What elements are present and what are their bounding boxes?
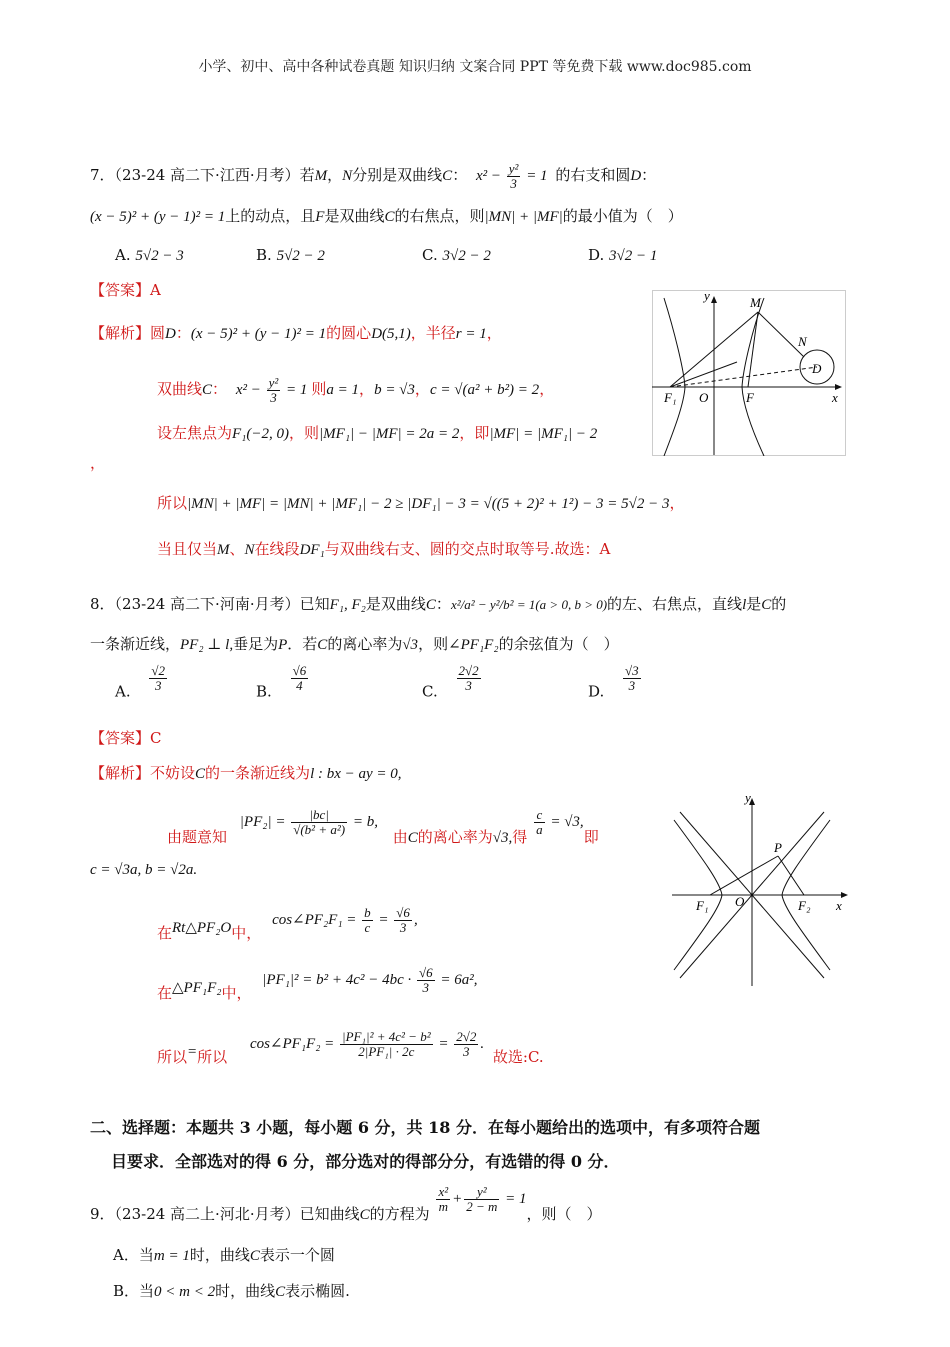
- q7-analysis-line2: [157, 376, 554, 405]
- option-frac: [623, 664, 641, 693]
- q7-text: 上的动点，且: [225, 207, 316, 225]
- pf2-eq: [239, 807, 378, 837]
- q7-text: 的右焦点，则: [394, 207, 485, 225]
- var-m: M: [217, 542, 230, 558]
- option-label: A.: [115, 246, 131, 264]
- var-c: C: [195, 766, 206, 782]
- ecc: √3,: [492, 829, 513, 846]
- analysis-text: ：: [212, 380, 228, 398]
- q9-var-c: C: [359, 1206, 370, 1223]
- frac-den: c: [364, 920, 371, 935]
- q8-text: 垂足为: [233, 635, 279, 653]
- q8-text: 的离心率为: [327, 635, 403, 653]
- analysis-text: ，: [414, 380, 430, 398]
- analysis-text: ，: [539, 380, 555, 398]
- q8-source: （23-24 高二下·河南·月考）: [114, 595, 300, 613]
- analysis-text: 的离心率为: [417, 827, 493, 846]
- q8-perp: PF₂ ⊥ l,: [180, 637, 234, 653]
- q8-var-l: l: [742, 597, 747, 613]
- asymptote-eq: l : bx − ay = 0,: [310, 766, 402, 782]
- q8-option-b[interactable]: [256, 664, 310, 701]
- q8-text: ：: [435, 595, 451, 613]
- option-text: 当: [138, 1246, 154, 1264]
- frac-num: 2√2: [456, 1029, 477, 1044]
- eq-right: = 6a²,: [440, 971, 478, 988]
- label-x: x: [832, 390, 838, 405]
- q8-analysis-line5: [157, 966, 478, 1003]
- label-y: y: [704, 290, 710, 303]
- q9-option-b[interactable]: [113, 1280, 350, 1301]
- eq-left: cos∠PF₁F₂ =: [249, 1035, 335, 1052]
- frac-num: |PF₁|² + 4c² − b²: [342, 1029, 431, 1044]
- q7-frac: [507, 162, 521, 191]
- analysis-text: 不妨设: [150, 764, 196, 782]
- option-label: A.: [115, 682, 131, 701]
- q7-stem-line2: [90, 205, 683, 226]
- section2-heading-line2: 目要求．全部选对的得 6 分，部分选对的得部分分，有选错的得 0 分．: [111, 1152, 620, 1171]
- q7-var-m: M: [314, 168, 328, 184]
- analysis-text: 所以: [157, 1047, 188, 1066]
- q8-option-a[interactable]: [115, 664, 169, 701]
- label-f1: F₁: [696, 898, 709, 913]
- q7-analysis-line1: [90, 322, 502, 343]
- q7-var-f: F: [315, 209, 325, 225]
- analysis-text: 由题意知: [167, 827, 228, 846]
- q8-var-p: P: [278, 637, 288, 653]
- analysis-tag: 【解析】: [90, 764, 151, 782]
- q8-foci: F₁, F₂: [329, 597, 366, 613]
- hyperbola-right-branch: [742, 298, 764, 456]
- analysis-text: ，: [669, 494, 685, 512]
- circle-eq: (x − 5)² + (y − 1)² = 1: [190, 326, 327, 342]
- cos-pf1f2-eq: [249, 1029, 485, 1059]
- var-c: C: [202, 382, 213, 398]
- q8-text: ．若: [287, 635, 318, 653]
- analysis-text: ，即: [459, 424, 490, 442]
- option-value: 3√2 − 2: [442, 248, 491, 264]
- q7-text: 是双曲线: [324, 207, 385, 225]
- frac-num: √6: [396, 905, 410, 920]
- segment: DF₁: [299, 542, 325, 558]
- q8-option-c[interactable]: [422, 664, 483, 701]
- q7-frac-num: y²: [508, 161, 519, 176]
- label-n: N: [798, 334, 807, 349]
- q7-text: ，: [327, 166, 343, 184]
- eq-sign: =: [378, 911, 389, 928]
- analysis-text: 在: [157, 983, 173, 1002]
- page-header: 小学、初中、高中各种试卷真题 知识归纳 文案合同 PPT 等免费下载 www.doc985.com: [198, 59, 752, 75]
- option-value: 5√2 − 3: [135, 248, 184, 264]
- frac-den: 3: [422, 980, 430, 995]
- q7-stem-line1: [90, 162, 656, 191]
- q7-text: 若: [299, 166, 315, 184]
- q8-text: 是: [746, 595, 762, 613]
- circle-center: D(5,1): [371, 326, 411, 342]
- label-o: O: [735, 894, 745, 909]
- frac-num: y²: [464, 1185, 499, 1200]
- eq1: = 1: [286, 382, 308, 398]
- frac-den: √(b² + a²): [293, 822, 346, 837]
- q7-var-n: N: [342, 168, 353, 184]
- option-label: C.: [422, 246, 438, 264]
- analysis-text: ，则: [289, 424, 320, 442]
- analysis-tag: 【解析】: [90, 324, 151, 342]
- analysis-text: 的圆心: [326, 324, 372, 342]
- frac-den: 3: [628, 678, 636, 693]
- option-cond: m = 1: [153, 1248, 190, 1264]
- eq-end: .: [480, 1035, 485, 1052]
- frac: [267, 376, 281, 405]
- frac-num: y²: [268, 375, 279, 390]
- analysis-text: 在线段: [254, 540, 300, 558]
- ca-eq: [532, 807, 584, 837]
- q8-text: 的左、右焦点，直线: [607, 595, 743, 613]
- q9-stem: [90, 1185, 602, 1224]
- val-a: a = 1: [326, 382, 360, 398]
- frac-num: 2√2: [458, 663, 479, 678]
- option-frac: [149, 664, 167, 693]
- analysis-text: 、: [229, 540, 245, 558]
- q7-var-c: C: [442, 168, 453, 184]
- q7-var-d: D: [630, 168, 642, 184]
- frac-den: 2 − m: [466, 1199, 498, 1214]
- pf1-value: =: [187, 1043, 198, 1060]
- analysis-text: ，: [359, 380, 375, 398]
- analysis-text: 则: [311, 380, 327, 398]
- q8-text: 一条渐近线，: [90, 635, 181, 653]
- option-label: C.: [422, 682, 438, 701]
- q8-text: 已知: [299, 595, 330, 613]
- frac: [417, 966, 435, 995]
- q7-answer: [90, 279, 161, 300]
- q8-ecc: √3: [402, 637, 419, 653]
- eq-sign: =: [438, 1035, 449, 1052]
- eq1: = 1: [505, 1190, 527, 1207]
- answer-tag: 【答案】: [90, 281, 151, 299]
- q8-text: 的余弦值为（ ）: [498, 635, 619, 653]
- q7-x2: x²: [475, 168, 488, 184]
- q7-analysis-line4: [157, 492, 685, 513]
- frac-num: b: [364, 905, 371, 920]
- frac-num: √6: [292, 663, 307, 678]
- analysis-text: 在: [157, 923, 173, 942]
- minus: −: [250, 382, 261, 398]
- q8-var-c: C: [761, 597, 772, 613]
- q9-option-a[interactable]: [113, 1244, 335, 1265]
- answer-tag: 【答案】: [90, 729, 151, 747]
- option-text: 表示一个圆: [259, 1246, 335, 1264]
- frac: [291, 808, 347, 837]
- option-frac: [291, 664, 309, 693]
- analysis-text: 得: [512, 827, 528, 846]
- label-y: y: [745, 790, 751, 805]
- val-b: b = √3: [374, 382, 415, 398]
- y-axis-arrow: [711, 296, 717, 303]
- q8-text: 是双曲线: [365, 595, 426, 613]
- q8-analysis-line4: [157, 906, 418, 943]
- option-label: B.: [256, 246, 272, 264]
- segment-pf1: [710, 856, 778, 895]
- eq: |MF₁| − |MF| = 2a = 2: [319, 426, 460, 442]
- q7-option-d[interactable]: [588, 246, 657, 265]
- frac-den: 3: [465, 678, 472, 693]
- q7-analysis-line5: [157, 538, 610, 559]
- q8-analysis-line3: c = √3a, b = √2a.: [90, 862, 198, 878]
- option-text: 时，曲线: [215, 1282, 276, 1300]
- q7-expr: |MN| + |MF|: [484, 209, 563, 225]
- frac-den: 4: [296, 678, 303, 693]
- analysis-text: 设左焦点为: [157, 424, 233, 442]
- frac-den: 3: [463, 1044, 470, 1059]
- frac-den: 3: [270, 390, 277, 405]
- label-d: D: [812, 361, 822, 376]
- option-text: 表示椭圆.: [285, 1282, 350, 1300]
- option-label: D.: [588, 682, 605, 701]
- analysis-text: 的一条渐近线为: [205, 764, 311, 782]
- q8-text: 的: [771, 595, 787, 613]
- analysis-text: 圆: [150, 324, 166, 342]
- analysis-text: 与双曲线右支、圆的交点时取等号.故选：A: [324, 540, 611, 558]
- segment-f1-line: [670, 362, 737, 387]
- q8-stem-line2: [90, 633, 619, 654]
- analysis-text: ，半径: [410, 324, 456, 342]
- q9-number: 9．: [90, 1204, 115, 1223]
- q9-text: 的方程为: [369, 1204, 430, 1223]
- eq-end: ,: [413, 911, 418, 928]
- analysis-text: 中，: [221, 983, 252, 1002]
- q8-stem-line1: [90, 593, 786, 614]
- q7-option-a[interactable]: [115, 246, 184, 265]
- triangle: △PF₁F₂: [172, 979, 222, 996]
- val-c: c = √(a² + b²) = 2: [429, 382, 540, 398]
- label-o: O: [699, 390, 709, 405]
- left-focus: F₁(−2, 0): [232, 426, 290, 442]
- q8-number: 8．: [90, 595, 115, 613]
- q7-minus: −: [490, 168, 502, 184]
- eq-right: = b,: [352, 813, 378, 830]
- label-f: F: [746, 390, 754, 405]
- analysis-text: 中，: [231, 923, 262, 942]
- q7-hyperbola-eq: [475, 161, 551, 191]
- option-value: 5√2 − 2: [276, 248, 325, 264]
- option-label: D.: [588, 246, 605, 264]
- frac: [340, 1030, 433, 1059]
- q9-text: ，则（ ）: [526, 1204, 602, 1223]
- analysis-text: ，: [486, 324, 502, 342]
- q7-figure: [652, 290, 846, 456]
- frac-den: a: [536, 822, 543, 837]
- frac: [454, 1030, 478, 1059]
- frac-num: c: [534, 808, 545, 823]
- frac-num: √6: [418, 965, 433, 980]
- option-label: B.: [256, 682, 272, 701]
- frac-den: m: [438, 1199, 448, 1214]
- var-d: D: [165, 326, 176, 342]
- q7-text: ：: [641, 166, 657, 184]
- q8-var-c: C: [425, 597, 436, 613]
- q7-source: （23-24 高二下·江西·月考）: [114, 166, 300, 184]
- q7-option-c[interactable]: [422, 246, 491, 265]
- frac-den: 2|PF₁| · 2c: [358, 1044, 415, 1059]
- q7-option-b[interactable]: [256, 246, 325, 265]
- frac-num: √3: [625, 663, 639, 678]
- option-frac: [457, 664, 481, 693]
- analysis-text: 所以: [157, 494, 188, 512]
- q7-frac-den: 3: [510, 176, 517, 191]
- x2: x²: [235, 382, 247, 398]
- analysis-text: 由: [392, 827, 408, 846]
- frac: [534, 808, 545, 837]
- eq-left: |PF₁|² = b² + 4c² − 4bc ·: [262, 971, 412, 988]
- option-text: 时，曲线: [189, 1246, 250, 1264]
- option-var-c: C: [275, 1284, 286, 1300]
- analysis-text: 即: [583, 827, 599, 846]
- q8-figure: [672, 790, 852, 990]
- q8-angle: ∠PF₁F₂: [448, 637, 499, 653]
- label-p: P: [774, 840, 782, 855]
- triangle: Rt△PF₂O: [172, 919, 232, 936]
- radius: r = 1: [455, 326, 487, 342]
- option-cond: 0 < m < 2: [154, 1284, 216, 1300]
- q8-analysis-line6: [157, 1030, 544, 1067]
- q7-text: 的右支和圆: [555, 166, 631, 184]
- plus: +: [452, 1190, 463, 1207]
- inequality: |MN| + |MF| = |MN| + |MF₁| − 2 ≥ |DF₁| − 3 = √((5 + 2)² + 1²) − 3 = 5√2 − 3: [187, 496, 670, 512]
- pf1-eq: [262, 965, 478, 995]
- option-var-c: C: [249, 1248, 260, 1264]
- var-c: C: [407, 829, 418, 846]
- label-x: x: [836, 898, 842, 913]
- option-value: 3√2 − 1: [609, 248, 658, 264]
- analysis-text: 所以: [197, 1047, 228, 1066]
- q9-text: 已知曲线: [299, 1204, 360, 1223]
- q8-option-d[interactable]: [588, 664, 643, 701]
- analysis-text: 故选:C.: [492, 1047, 544, 1066]
- label-f2: F₂: [798, 898, 811, 913]
- frac-num: √2: [151, 663, 166, 678]
- q7-text: 分别是双曲线: [352, 166, 443, 184]
- eq-left: |PF₂| =: [239, 813, 286, 830]
- analysis-text: ：: [175, 324, 191, 342]
- cos-eq: [272, 905, 418, 935]
- var-n: N: [244, 542, 255, 558]
- analysis-text: 双曲线: [157, 380, 203, 398]
- q8-var-c: C: [317, 637, 328, 653]
- eq-right: = √3,: [550, 813, 584, 830]
- eq: |MF| = |MF₁| − 2: [489, 426, 598, 442]
- analysis-text: 当且仅当: [157, 540, 218, 558]
- q7-text: 的最小值为（ ）: [562, 207, 683, 225]
- frac-num: x²: [438, 1184, 449, 1199]
- q7-number: 7．: [90, 166, 115, 184]
- frac-num: |bc|: [291, 808, 347, 823]
- q8-answer: [90, 727, 162, 748]
- frac: [362, 906, 373, 935]
- frac-den: 3: [154, 678, 162, 693]
- frac: [464, 1185, 499, 1214]
- option-label: A．: [113, 1246, 139, 1264]
- frac: [394, 906, 412, 935]
- option-text: 当: [139, 1282, 155, 1300]
- q7-eq1: = 1: [526, 168, 548, 184]
- q8-hyperbola-eq: x²/a² − y²/b² = 1(a > 0, b > 0): [450, 597, 608, 612]
- q9-source: （23-24 高二上·河北·月考）: [114, 1204, 300, 1223]
- option-label: B．: [113, 1282, 140, 1300]
- q9-curve-eq: [434, 1184, 527, 1214]
- label-m: M: [750, 295, 761, 310]
- hyperbola-eq: [235, 375, 308, 405]
- section2-heading-line1: 二、选择题：本题共 3 小题，每小题 6 分，共 18 分．在每小题给出的选项中，有多项符合题: [90, 1118, 760, 1137]
- frac: [436, 1185, 450, 1214]
- q7-analysis-line3: [157, 422, 597, 443]
- answer-value: A: [150, 281, 161, 299]
- q8-analysis-line2: [167, 808, 599, 847]
- q7-var-c: C: [384, 209, 395, 225]
- label-f1: F₁: [664, 390, 677, 405]
- q8-analysis-line1: [90, 762, 402, 783]
- analysis-text: ，: [90, 454, 106, 472]
- frac-den: 3: [399, 920, 407, 935]
- q8-text: ，则: [418, 635, 449, 653]
- answer-value: C: [150, 729, 162, 747]
- x-axis-arrow: [841, 892, 848, 898]
- q7-text: ：: [452, 166, 468, 184]
- q7-circle-eq: (x − 5)² + (y − 1)² = 1: [90, 209, 226, 225]
- eq-left: cos∠PF₂F₁ =: [272, 911, 357, 928]
